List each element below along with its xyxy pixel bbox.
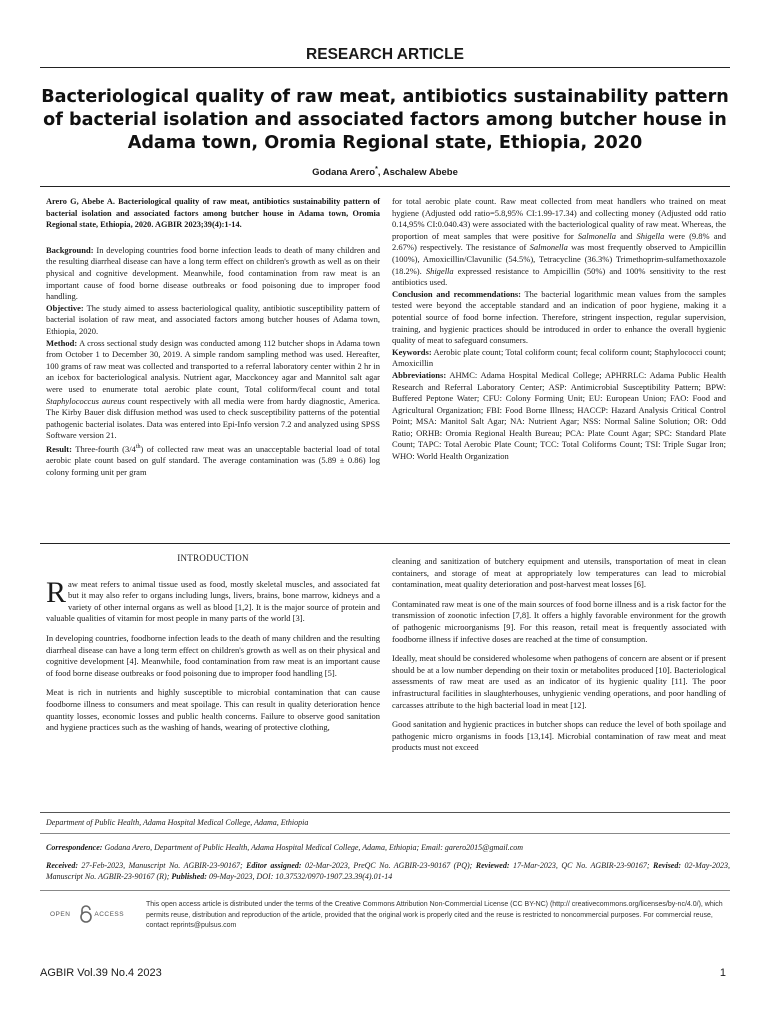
date-label: Editor assigned: [246, 861, 302, 870]
abstract-abbreviations [392, 370, 726, 463]
intro-paragraph [46, 575, 380, 625]
species-name: Salmonella [577, 230, 617, 241]
header-divider [40, 67, 730, 68]
section-label: Method: [46, 337, 78, 348]
article-type-label: RESEARCH ARTICLE [306, 46, 464, 63]
section-label: Conclusion and recommendations: [392, 288, 521, 299]
section-text: expressed resistance to Ampicillin (50%) and 100% sensitivity to the rest antibiotics used. [392, 265, 726, 288]
abstract-method [46, 338, 380, 442]
intro-paragraph: Contaminated raw meat is one of the main sources of food borne illness and is a risk factor for the transmission of zoonotic infection [7,8]. It offers a highly favorable environment for the growth of pathogenic microorganisms [9]. For this reason, retail meat is frequently associated with foodborne illness if infective doses are reached at the time of consumption. [392, 598, 726, 644]
date-text: 02-May-2023, Manuscript No. AGBIR-23-90167 (R); [46, 861, 731, 881]
title-line: Adama town, Oromia Regional state, Ethiopia, 2020 [127, 133, 643, 153]
abstract-bottom-divider [40, 543, 730, 544]
species-name: Shigella [425, 265, 454, 276]
journal-footer: AGBIR Vol.39 No.4 2023 [40, 967, 162, 979]
correspondence-text: Godana Arero, Department of Public Health, Adama Hospital Medical College, Adama, Ethiopia; Email: garero2015@gmail.com [102, 843, 524, 852]
section-text: were (9.8% and 2.67%) respectively. The resistance of [392, 230, 726, 253]
intro-paragraph: Good sanitation and hygienic practices in butcher shops can reduce the level of both spoilage and pathogenic micro organisms in foods [13,14]. Microbial contamination of raw meat and meat products must not exceed [392, 719, 726, 753]
section-text: In developing countries food borne infection leads to death of many children and the resulting diarrheal disease can have a long term effect on children's growth as well as on their physical and cognitive development. Meanwhile, food contamination from raw meat is an important cause of food borne disease outbreaks or food poisoning due to improper food handling. [46, 244, 380, 302]
affiliation: Department of Public Health, Adama Hospital Medical College, Adama, Ethiopia [46, 818, 309, 827]
date-text: 09-May-2023, DOI: 10.37532/0970-1907.23.39(4).01-14 [206, 872, 393, 881]
section-text: The study aimed to assess bacteriological quality, antibiotic susceptibility pattern of bacterial isolation of raw meat, and associated factors among butcher houses of Adama town, Ethiopia, 2020. [46, 302, 380, 336]
date-text: 17-Mar-2023, QC No. AGBIR-23-90167; [509, 861, 654, 870]
open-access-label [50, 911, 130, 918]
section-label: Objective: [46, 302, 84, 313]
title-line: Bacteriological quality of raw meat, antibiotics sustainability pattern [41, 87, 729, 107]
drop-cap: R [46, 575, 67, 609]
section-text: for total aerobic plate count. Raw meat collected from meat handlers who trained on meat hygiene (Adjusted odd ratio=5.8,95% CI:1.99-17.34) and collecting money (Adjusted odd ratio 0.14,95% CI:0.040.43) were associated with the bacteriological quality of raw meat. Whereas, the proportion of meat samples that were positive for [392, 196, 726, 241]
intro-paragraph: cleaning and sanitization of butchery equipment and utensils, transportation of meat in clean containers, and storage of meat at appropriately low temperatures can lead to microbial contamination, meat quality deterioration and post-harvest meat losses [6]. [392, 556, 726, 590]
abstract-result [46, 442, 380, 479]
intro-paragraph: Ideally, meat should be considered wholesome when pathogens of concern are absent or if present should be at a low number depending on their toxin or metabolites produced [10]. Bacteriological assessments of raw meat are used as an indicator of its hygienic quality [11]. The poor infrastructural facilities in slaughterhouses, unhygienic vending operations, and poor handling of carcasses attribute to the high bacterial load in meat [12]. [392, 653, 726, 710]
section-label: Keywords: [392, 346, 432, 357]
license-divider [40, 890, 730, 891]
article-title [40, 86, 730, 155]
section-text: A cross sectional study design was conducted among 112 butcher shops in Adama town from October 1 to December 30, 2019. A simple random sampling method was used. Hereafter, 100 grams of raw meat was collected and transported to a referral laboratory center within 2 hr in an icebox for bacteriological analysis. Nutrient agar, Macckoncey agar and Mannitol salt agar were used to enumerate total aerobic plate count, Total coliform/fecal count and total [46, 337, 380, 394]
correspondence-label: Correspondence: [46, 843, 103, 852]
date-label: Reviewed: [475, 861, 510, 870]
abstract-conclusion [392, 289, 726, 347]
section-text: was most frequently observed to Ampicillin (100%), Amoxicillin/Clavunilic (54.5%), Tetracycline (36.3%) Trimethoprim-sulfamethoxazole (18.2%). [392, 242, 726, 276]
title-line: of bacterial isolation and associated factors among butcher house in [43, 110, 727, 130]
abstract-top-divider [40, 186, 730, 187]
affiliation-divider [40, 833, 730, 834]
abstract-result-continued [392, 196, 726, 289]
author-list [40, 166, 730, 178]
abstract-objective [46, 303, 380, 338]
section-label: Abbreviations: [392, 369, 447, 380]
author-separator: , [377, 167, 383, 179]
manuscript-dates [46, 860, 730, 882]
paragraph-text: aw meat refers to animal tissue used as food, mostly skeletal muscles, and associated fat but it may also refer to organs including lungs, livers, brains, bone marrow, kidneys and a variety of other internal organs as well as blood [1,2]. It is the major source of protein and valuable qualities of vitamin for most people in many parts of the world [3]. [46, 578, 380, 624]
date-label: Received: [46, 861, 78, 870]
license-text: This open access article is distributed under the terms of the Creative Commons Attribution Non-Commercial License (CC BY-NC) (http:// creativecommons.org/licenses/by-nc/4.0/), which permits reuse, distribution and reproduction of the article, provided that the original work is properly cited and the reuse is restricted to noncommercial purposes. For commercial reuse, contact reprints@pulsus.com [146, 901, 723, 929]
page-number: 1 [719, 967, 726, 979]
citation: Arero G, Abebe A. Bacteriological quality of raw meat, antibiotics sustainability pattern of bacterial isolation and associated factors among butcher house in Adama town, Oromia Regional state, Ethiopia, 2020. AGBIR 2023;39(4):1-14. [46, 197, 380, 230]
section-text: and [616, 230, 637, 241]
date-text: 02-Mar-2023, PreQC No. AGBIR-23-90167 (PQ); [301, 861, 476, 870]
intro-paragraph: In developing countries, foodborne infection leads to the death of many children and the resulting diarrheal disease can have a long term effect on children's growth as well as on their physical and cognitive development [4]. Meanwhile, food contamination from raw meat is an important cause of food borne disease outbreaks or food poisoning due to improper food handling [5]. [46, 632, 380, 678]
section-text: AHMC: Adama Hospital Medical College; APHRRLC: Adama Public Health Research and Referral Laboratory Center; ASP: Antimicrobial Susceptibility Pattern; BPW: Buffered Peptone Water; CFU: Colony Forming Unit; EU: European Union; FAO: Food and Agricultural Organization; FBI: Food Borne Illness; HACCP: Hazard Analysis Critical Control Point; MSA: Manitol Salt Agar; NA: Nutrient Agar; NSS: Normal Saline Solution; OR: Odd Ratio; ORHB: Oromia Regional Health Bureau; PCA: Plate Count Agar; SPC: Standard Plate Count; TAPC: Total Aerobic Plate Count; TCC: Total Coliforms Count; TSI: Triple Sugar Iron; WHO: World Health Organization [392, 369, 726, 462]
section-text: Three-fourth (3/4 [71, 443, 136, 454]
section-label: Background: [46, 244, 94, 255]
abstract-background [46, 245, 380, 303]
abstract-keywords [392, 347, 726, 370]
correspondence [46, 842, 726, 853]
intro-paragraph: Meat is rich in nutrients and highly susceptible to microbial contamination that can cause foodborne illness to consumers and meat spoilage. This can result in quality deterioration hence quantity losses, economic losses and public health concerns. Failure to observe good sanitation and hygiene practices such as the washing of hands, wearing of protective clothing, [46, 687, 380, 733]
intro-right-column [392, 556, 726, 754]
logo-text: OPEN ACCESS [50, 911, 125, 918]
section-text: The bacterial logarithmic mean values from the samples tested were beyond the acceptable standard and an indication of poor hygiene, making it a potential source of food borne infection. Therefore, stringent inspection, regular supervision, training, and hygienic practices should be introduced in order to enhance the overall hygienic quality of meat to safeguard consumers. [392, 288, 726, 346]
section-text: Aerobic plate count; Total coliform count; fecal coliform count; Staphylococci count; Amoxicillin [392, 346, 726, 369]
species-name: Shigella [636, 230, 665, 241]
author-name: Godana Arero [312, 167, 376, 179]
open-access-logo [50, 905, 130, 927]
section-heading: INTRODUCTION [177, 553, 249, 563]
section-text: count respectively with all media were from hardy diagnostic, America. The Kirby Bauer disk diffusion method was used to check susceptibility patterns of the potential pathogenic bacterial isolates. Data was entered into Epi-Info version 7.2 and analyzed using SPSS Software version 21. [46, 395, 380, 441]
date-text: 27-Feb-2023, Manuscript No. AGBIR-23-90167; [77, 861, 247, 870]
corresponding-mark: * [375, 166, 378, 173]
footnote-divider [40, 812, 730, 813]
section-label: Result: [46, 443, 72, 454]
section-text: ) of collected raw meat was an unacceptable bacterial load of total aerobic plate count based on gulf standard. The average contamination was (5.89 ± 0.86) log colony forming unit per gram [46, 443, 380, 477]
author-name: Aschalew Abebe [382, 167, 458, 179]
abstract-right-column [392, 196, 726, 463]
date-label: Published: [171, 872, 207, 881]
intro-left-column [46, 553, 380, 734]
superscript: th [135, 443, 141, 450]
date-label: Revised: [653, 861, 682, 870]
species-name: Staphylococcus aureus [46, 395, 125, 406]
species-name: Salmonella [529, 242, 568, 253]
abstract-left-column [46, 196, 380, 478]
